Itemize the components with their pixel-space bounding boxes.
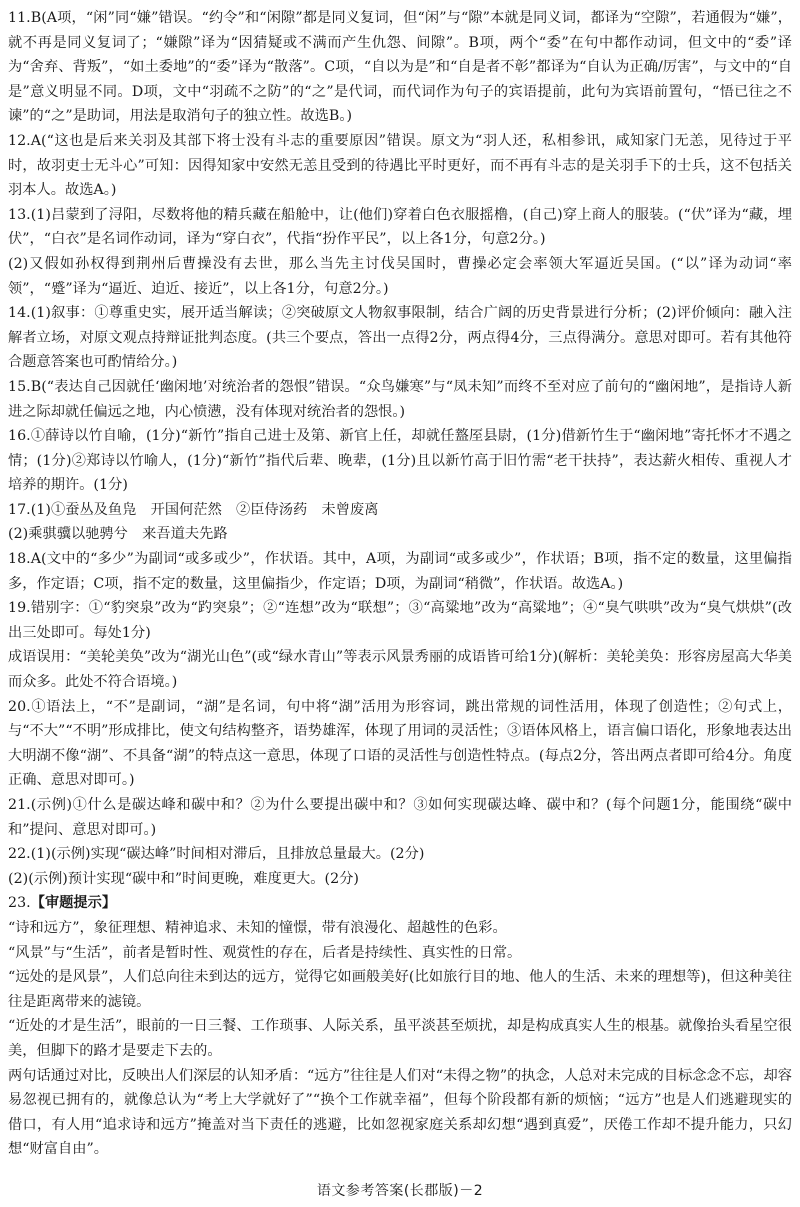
item-number: 18.: [8, 551, 31, 568]
item-number: 22.: [8, 846, 31, 863]
item-text: B(“表达自己因就任‘幽闲地’对统治者的怨恨”错误。“众鸟嫌寒”与“凤未知”而终不至对应了前句的“幽闲地”，是指诗人新进之际却就任偏远之地，内心愤懑，没有体现对统治者的怨恨。): [8, 378, 792, 420]
answer-item-16: [8, 424, 792, 498]
item-number: 15.: [8, 378, 31, 395]
item-number: 17.: [8, 501, 31, 518]
item-number: 12.: [8, 132, 31, 149]
answer-item-22: [8, 842, 792, 891]
item-number: 21.: [8, 797, 31, 813]
answer-item-15: [8, 375, 792, 424]
answer-item-12: [8, 129, 792, 203]
answer-item-18: [8, 547, 792, 596]
answer-item-19: [8, 596, 792, 694]
item-subanswer-1: (1)(示例)实现“碳达峰”时间相对滞后，且排放总量最大。(2分): [30, 846, 425, 863]
item-text: ①语法上，“不”是副词，“湖”是名词，句中将“湖”活用为形容词，跳出常规的词性活用，体现了创造性；②句式上，与“不大”“不明”形成排比，使文句结构整齐，语势雄浑，体现了用词的灵活性；③语体风格上，语言偏口语化，形象地表达出大明湖不像“湖”、不具备“湖”的特点这一意思，体现了口语的灵活性与创造性特点。(每点2分，答出两点者即可给4分。角度正确、意思对即可。): [8, 698, 792, 789]
answer-page: [8, 6, 792, 1162]
answer-item-20: [8, 695, 792, 793]
prompt-paragraph-5: 两句话通过对比，反映出人们深层的认知矛盾：“远方”往往是人们对“未得之物”的执念，人总对未完成的目标念念不忘，却容易忽视已拥有的，就像总认为“考上大学就好了”“换个工作就幸福”，但每个阶段都有新的烦恼；“远方”也是人们逃避现实的借口，有人用“追求诗和远方”掩盖对当下责任的逃避，比如忽视家庭关系却幻想“遇到真爱”，厌倦工作却不提升能力，只幻想“财富自由”。: [8, 1067, 792, 1158]
item-number: 20.: [8, 698, 31, 715]
item-text: (示例)①什么是碳达峰和碳中和？②为什么要提出碳中和？③如何实现碳达峰、碳中和？(每个问题1分，能围绕“碳中和”提问、意思对即可。): [8, 797, 792, 838]
item-subanswer-1: (1)①蚕丛及鱼凫 开国何茫然 ②臣侍汤药 未曾废离: [30, 501, 379, 518]
prompt-paragraph-1: “诗和远方”，象征理想、精神追求、未知的憧憬，带有浪漫化、超越性的色彩。: [8, 919, 507, 936]
item-number: 13.: [8, 206, 31, 223]
item-subanswer-1: (1)吕蒙到了浔阳，尽数将他的精兵藏在船舱中，让(他们)穿着白色衣服摇橹，(自己)穿上商人的服装。(“伏”译为“藏，埋伏”，“白衣”是名词作动词，译为“穿白衣”，代指“扮作平民”，以上各1分，句意2分。): [8, 206, 792, 248]
answer-item-14: [8, 301, 792, 375]
item-number: 23.: [8, 895, 31, 912]
item-subanswer-2: (2)(示例)预计实现“碳中和”时间更晚，难度更大。(2分): [8, 870, 360, 887]
item-text: (1)叙事：①尊重史实，展开适当解读；②突破原文人物叙事限制，结合广阔的历史背景进行分析；(2)评价倾向：融入注解者立场，对原文观点持辩证批判态度。(共三个要点，答出一点得2分，两点得4分，三点得满分。意思对即可。若有其他符合题意答案也可酌情给分。): [8, 305, 792, 371]
item-number: 19.: [8, 600, 31, 617]
prompt-paragraph-4: “近处的才是生活”，眼前的一日三餐、工作琐事、人际关系，虽平淡甚至烦扰，却是构成真实人生的根基。就像抬头看星空很美，但脚下的路才是要走下去的。: [8, 1018, 792, 1059]
item-number: 14.: [8, 305, 31, 322]
item-number: 16.: [8, 428, 31, 445]
page-footer: 语文参考答案(长郡版)－2: [316, 1183, 484, 1199]
answer-item-23: [8, 891, 792, 1162]
item-text: A(文中的“多少”为副词“或多或少”，作状语。其中，A项，为副词“或多或少”，作状语；B项，指不定的数量，这里偏指多，作定语；C项，指不定的数量，这里偏指少，作定语；D项，为副词“稍微”，作状语。故选A。): [8, 551, 792, 592]
item-text: ①薛诗以竹自喻，(1分)“新竹”指自己进士及第、新官上任，却就任盩厔县尉，(1分)借新竹生于“幽闲地”寄托怀才不遇之情；(1分)②郑诗以竹喻人，(1分)“新竹”指代后辈、晚辈，(1分)且以新竹高于旧竹需“老干扶持”，表达薪火相传、重视人才培养的期许。(1分): [8, 428, 792, 494]
answer-item-11: [8, 6, 792, 129]
prompt-tag: 【审题提示】: [30, 895, 117, 912]
item-subanswer-1: 错别字：①“豹突泉”改为“趵突泉”；②“连想”改为“联想”；③“高粱地”改为“高粱地”；④“臭气哄哄”改为“臭气烘烘”(改出三处即可。每处1分): [8, 600, 792, 641]
item-number: 11.: [8, 10, 31, 26]
item-text: B(A项，“闲”同“嫌”错误。“约令”和“闲隙”都是同义复词，但“闲”与“隙”本就是同义词，都译为“空隙”，若通假为“嫌”，就不再是同义复词了；“嫌隙”译为“因猜疑或不满而产生仇怨、间隙”。B项，两个“委”在句中都作动词，但文中的“委”译为“舍弃、背叛”，“如土委地”的“委”译为“散落”。C项，“自以为是”和“自是者不彰”都译为“自认为正确/厉害”，与文中的“自是”意义明显不同。D项，文中“羽疏不之防”的“之”是代词，而代词作为句子的宾语提前，此句为宾语前置句，“悟已往之不谏”的“之”是助词，用法是取消句子的独立性。故选B。): [8, 10, 792, 125]
answer-item-17: [8, 498, 792, 547]
item-text: A(“这也是后来关羽及其部下将士没有斗志的重要原因”错误。原文为“羽人还，私相参讯，咸知家门无恙，见待过于平时，故羽吏士无斗心”可知：因得知家中安然无恙且受到的待遇比平时更好，而不再有斗志的是关羽手下的士兵，这不包括关羽本人。故选A。): [8, 132, 792, 199]
item-subanswer-2: 成语误用：“美轮美奂”改为“湖光山色”(或“绿水青山”等表示风景秀丽的成语皆可给1分)(解析：美轮美奂：形容房屋高大华美而众多。此处不符合语境。): [8, 649, 792, 691]
prompt-paragraph-2: “风景”与“生活”，前者是暂时性、观赏性的存在，后者是持续性、真实性的日常。: [8, 944, 522, 961]
answer-item-21: [8, 793, 792, 842]
answer-item-13: [8, 203, 792, 301]
item-subanswer-2: (2)又假如孙权得到荆州后曹操没有去世，那么当先主讨伐吴国时，曹操必定会率领大军逼近吴国。(“以”译为动词“率领”，“蹙”译为“逼近、迫近、接近”，以上各1分，句意2分。): [8, 255, 792, 297]
prompt-paragraph-3: “远处的是风景”，人们总向往未到达的远方，觉得它如画般美好(比如旅行目的地、他人的生活、未来的理想等)，但这种美往往是距离带来的滤镜。: [8, 969, 792, 1010]
item-subanswer-2: (2)乘骐骥以驰骋兮 来吾道夫先路: [8, 526, 228, 543]
